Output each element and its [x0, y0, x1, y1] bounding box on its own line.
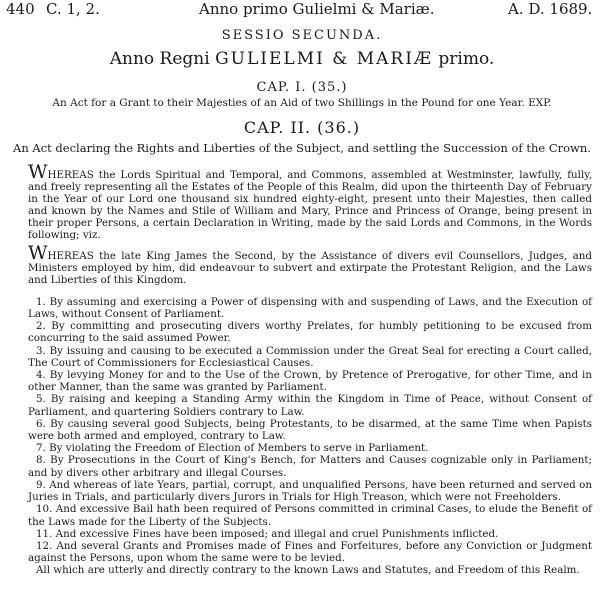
preamble-paragraph-2	[28, 241, 592, 286]
page-number: 440	[6, 0, 35, 18]
preamble-paragraph-1	[28, 161, 592, 242]
chapter-reference: C. 1, 2.	[46, 0, 100, 18]
drop-initial: W	[28, 161, 48, 183]
grievance-item: 1. By assuming and exercising a Power of dispensing with and suspending of Laws, and the Execution of Laws, without Consent of Parliament.	[28, 295, 592, 321]
grievance-item: 7. By violating the Freedom of Election of Members to serve in Parliament.	[36, 442, 429, 455]
regnal-heading	[6, 49, 598, 69]
cap-2-title: An Act declaring the Rights and Liberties of the Subject, and settling the Succession of the Crown.	[13, 141, 591, 155]
grievance-list	[28, 296, 592, 577]
cap-1-title: An Act for a Grant to their Majesties of an Aid of two Shillings in the Pound for one Year. EXP.	[52, 97, 552, 109]
grievance-item: 6. By causing several good Subjects, being Protestants, to be disarmed, at the same Time when Papists were both armed and employed, contrary to Law.	[28, 417, 592, 443]
cap-2-heading: CAP. II. (36.)	[243, 118, 361, 137]
grievance-item: 3. By issuing and causing to be executed a Commission under the Great Seal for erecting a Court called, The Court of Commissioners for Ecclesiastical Causes.	[28, 344, 592, 369]
cap-1-heading: CAP. I. (35.)	[256, 80, 348, 95]
preamble-1-text: HEREAS the Lords Spiritual and Temporal, and Commons, assembled at Westminster, lawfully, fully, and freely representing all the Estates of the People of this Realm, did upon the thirteenth Day of February in the Year of our Lord one thousand six hundred eighty-eight, present unto their Majesties, then called and known by the Names and Stile of William and Mary, Prince and Princess of Orange, being present in their proper Persons, a certain Declaration in Writing, made by the said Lords and Commons, in the Words following; viz.	[28, 169, 592, 242]
grievance-item: 9. And whereas of late Years, partial, corrupt, and unqualified Persons, have been returned and served on Juries in Trials, and particularly divers Jurors in Trials for High Treason, which were not Freeholders.	[28, 478, 592, 504]
grievance-item: 12. And several Grants and Promises made of Fines and Forfeitures, before any Conviction or Judgment against the Persons, upon whom the same were to be levied.	[28, 539, 592, 565]
grievance-item: 4. By levying Money for and to the Use of the Crown, by Pretence of Prerogative, for other Time, and in other Manner, than the same was granted by Parliament.	[28, 369, 592, 394]
year: A. D. 1689.	[508, 0, 593, 18]
grievance-item: 10. And excessive Bail hath been required of Persons committed in criminal Cases, to elude the Benefit of the Laws made for the Liberty of the Subjects.	[28, 503, 592, 528]
grievance-conclusion: All which are utterly and directly contrary to the known Laws and Statutes, and Freedom of this Realm.	[36, 564, 580, 577]
regnal-heading-before: Anno Regni	[109, 49, 210, 69]
regnal-heading-names: GULIELMI & MARIÆ	[215, 49, 433, 69]
session-heading: SESSIO SECUNDA.	[221, 28, 383, 43]
reign-title: Anno primo Gulielmi & Mariæ.	[199, 0, 435, 18]
running-head	[6, 0, 598, 20]
grievance-item: 5. By raising and keeping a Standing Army within the Kingdom in Time of Peace, without Consent of Parliament, and quartering Soldiers contrary to Law.	[28, 393, 592, 418]
preamble-2-text: HEREAS the late King James the Second, by the Assistance of divers evil Counsellors, Judges, and Ministers employed by him, did endeavour to subvert and extirpate the Protestant Religion, and the Laws and Liberties of this Kingdom.	[28, 249, 592, 286]
grievance-item: 11. And excessive Fines have been imposed; and illegal and cruel Punishments inflicted.	[36, 527, 499, 540]
grievance-item: 2. By committing and prosecuting divers worthy Prelates, for humbly petitioning to be excused from concurring to the said assumed Power.	[28, 320, 592, 345]
grievance-item: 8. By Prosecutions in the Court of King's Bench, for Matters and Causes cognizable only in Parliament; and by divers other arbitrary and illegal Courses.	[28, 454, 592, 479]
drop-initial: W	[28, 241, 48, 264]
regnal-heading-after: primo.	[438, 49, 495, 69]
